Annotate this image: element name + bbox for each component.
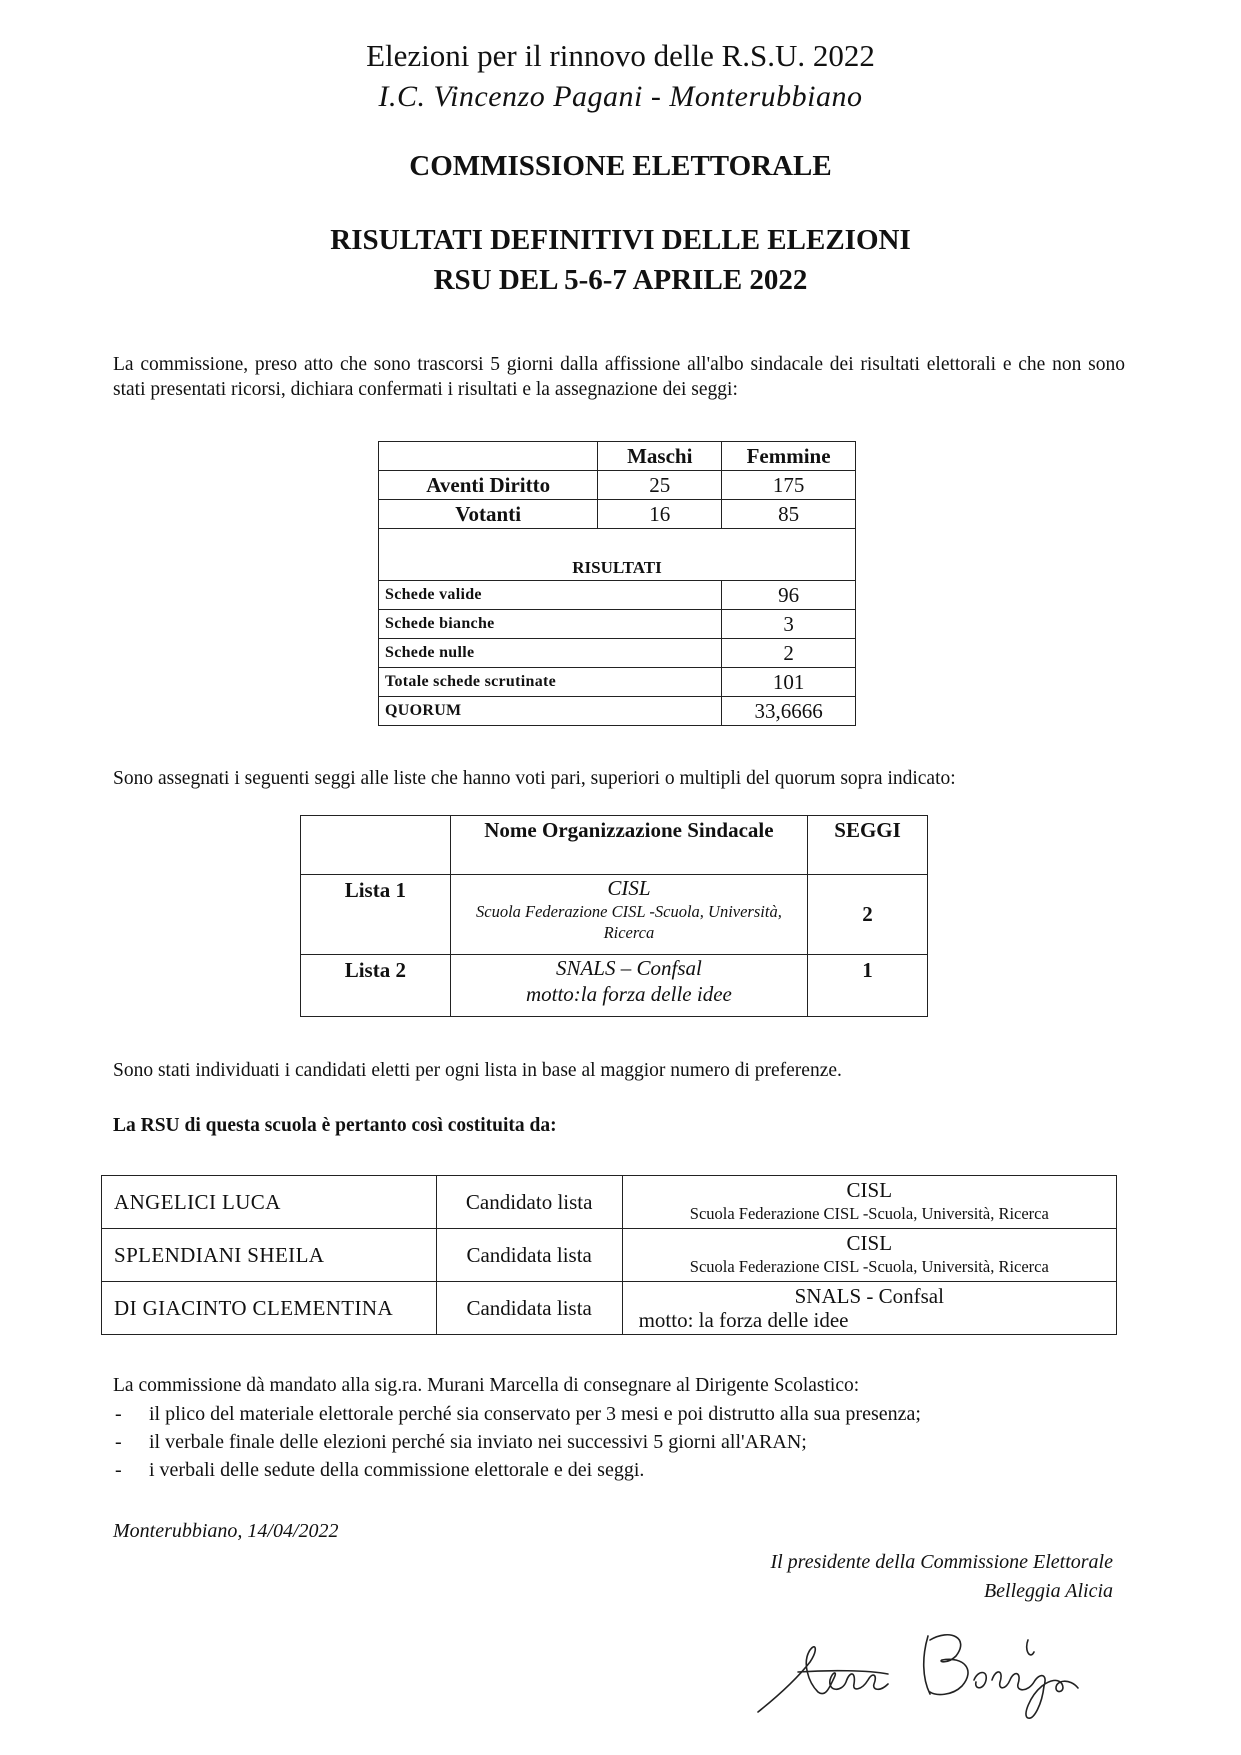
- seats-header-org: Nome Organizzazione Sindacale: [450, 816, 807, 875]
- table-row: [301, 875, 928, 955]
- commission-heading: COMMISSIONE ELETTORALE: [409, 150, 832, 182]
- president-name: Belleggia Alicia: [983, 1580, 1113, 1602]
- table-row: [301, 955, 928, 1017]
- member-org-cell: [622, 1229, 1116, 1282]
- seats-header-empty: [301, 816, 451, 875]
- table-row: [102, 1229, 1117, 1282]
- results-heading-line2: RSU DEL 5-6-7 APRILE 2022: [433, 264, 808, 296]
- intro-paragraph: La commissione, preso atto che sono trascorsi 5 giorni dalla affissione all'albo sindacale dei risultati elettorali e che non sono stati presentati ricorsi, dichiara confermati i risultati e la assegnazione dei seggi:: [113, 354, 1125, 400]
- school-name: I.C. Vincenzo Pagani - Monterubbiano: [378, 80, 863, 113]
- table-row: [102, 1282, 1117, 1335]
- handwritten-signature: [738, 1600, 1118, 1730]
- results-subheading: RISULTATI: [379, 529, 856, 581]
- table-row: [379, 668, 856, 697]
- rsu-heading: La RSU di questa scuola è pertanto così costituita da:: [113, 1115, 557, 1136]
- member-role: Candidata lista: [436, 1229, 622, 1282]
- voters-table: [378, 441, 856, 726]
- member-role: Candidato lista: [436, 1176, 622, 1229]
- voters-table-header: [379, 442, 856, 471]
- seats-intro: Sono assegnati i seguenti seggi alle liste che hanno voti pari, superiori o multipli del quorum sopra indicato:: [113, 768, 956, 789]
- candidates-intro: Sono stati individuati i candidati eletti per ogni lista in base al maggior numero di preferenze.: [113, 1060, 842, 1081]
- member-org-cell: [622, 1282, 1116, 1335]
- mandate-item-text: il plico del materiale elettorale perché sia conservato per 3 mesi e poi distrutto alla sua presenza;: [149, 1403, 921, 1425]
- president-title: Il presidente della Commissione Elettorale: [770, 1551, 1113, 1573]
- mandate-paragraph: La commissione dà mandato alla sig.ra. Murani Marcella di consegnare al Dirigente Scolastico:: [113, 1375, 860, 1396]
- result-value: 101: [722, 668, 856, 697]
- document-title: Elezioni per il rinnovo delle R.S.U. 2022: [366, 38, 875, 73]
- male-count: 25: [598, 471, 722, 500]
- member-org: SNALS - Confsal: [794, 1284, 944, 1308]
- table-row: [379, 471, 856, 500]
- female-count: 175: [722, 471, 856, 500]
- seats-table-header: [301, 816, 928, 875]
- mandate-list: [113, 1400, 1125, 1484]
- list-item: - il plico del materiale elettorale perché sia conservato per 3 mesi e poi distrutto alla sua presenza;: [115, 1403, 921, 1425]
- table-row: [379, 697, 856, 726]
- result-value: 3: [722, 610, 856, 639]
- result-value: 2: [722, 639, 856, 668]
- result-label: Schede bianche: [379, 610, 722, 639]
- mandate-item-text: il verbale finale delle elezioni perché sia inviato nei successivi 5 giorni all'ARAN;: [149, 1431, 807, 1453]
- results-heading-line1: RISULTATI DEFINITIVI DELLE ELEZIONI: [330, 224, 911, 256]
- list-org: SNALS – Confsal: [555, 956, 702, 980]
- member-org-desc: motto: la forza delle idee: [638, 1308, 849, 1332]
- member-org: CISL: [846, 1231, 893, 1255]
- list-org-cell: [450, 875, 807, 955]
- row-label: Aventi Diritto: [379, 471, 598, 500]
- list-org: CISL: [607, 876, 651, 900]
- voters-header-empty: [379, 442, 598, 471]
- result-label: Schede valide: [379, 581, 722, 610]
- member-org: CISL: [846, 1178, 893, 1202]
- member-org-cell: [622, 1176, 1116, 1229]
- list-seats: 2: [808, 875, 928, 955]
- table-row: [379, 581, 856, 610]
- table-row: [379, 500, 856, 529]
- seats-table: [300, 815, 928, 1017]
- seats-header-seats: SEGGI: [808, 816, 928, 875]
- result-value: 33,6666: [722, 697, 856, 726]
- member-name: DI GIACINTO CLEMENTINA: [102, 1282, 437, 1335]
- member-name: SPLENDIANI SHEILA: [102, 1229, 437, 1282]
- voters-header-female: Femmine: [722, 442, 856, 471]
- list-name: Lista 1: [301, 875, 451, 955]
- member-org-desc: Scuola Federazione CISL -Scuola, Università, Ricerca: [689, 1204, 1049, 1223]
- table-row: [102, 1176, 1117, 1229]
- table-row: [379, 639, 856, 668]
- place-date: Monterubbiano, 14/04/2022: [113, 1520, 339, 1542]
- list-org-desc: motto:la forza delle idee: [525, 982, 732, 1006]
- result-label: QUORUM: [379, 697, 722, 726]
- results-subheading-row: [379, 529, 856, 581]
- result-value: 96: [722, 581, 856, 610]
- result-label: Schede nulle: [379, 639, 722, 668]
- row-label: Votanti: [379, 500, 598, 529]
- list-item: - il verbale finale delle elezioni perché sia inviato nei successivi 5 giorni all'ARAN;: [115, 1431, 807, 1453]
- member-role: Candidata lista: [436, 1282, 622, 1335]
- list-name: Lista 2: [301, 955, 451, 1017]
- mandate-item-text: i verbali delle sedute della commissione elettorale e dei seggi.: [149, 1459, 645, 1481]
- voters-header-male: Maschi: [598, 442, 722, 471]
- table-row: [379, 610, 856, 639]
- list-org-cell: [450, 955, 807, 1017]
- list-seats: 1: [808, 955, 928, 1017]
- list-item: - i verbali delle sedute della commissione elettorale e dei seggi.: [115, 1459, 645, 1481]
- member-org-desc: Scuola Federazione CISL -Scuola, Università, Ricerca: [689, 1257, 1049, 1276]
- member-name: ANGELICI LUCA: [102, 1176, 437, 1229]
- male-count: 16: [598, 500, 722, 529]
- list-org-desc: Scuola Federazione CISL -Scuola, Università, Ricerca: [476, 902, 782, 942]
- rsu-members-table: [101, 1175, 1117, 1335]
- female-count: 85: [722, 500, 856, 529]
- result-label: Totale schede scrutinate: [379, 668, 722, 697]
